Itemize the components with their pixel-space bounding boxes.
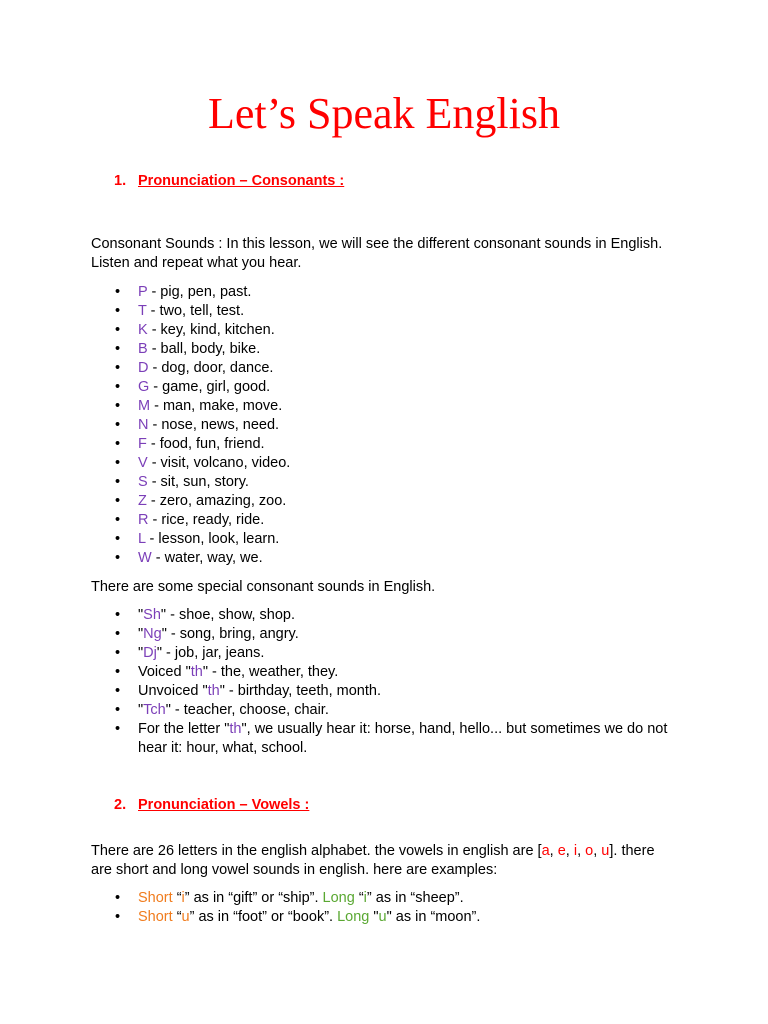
example-text: " as in “moon”. bbox=[386, 909, 481, 925]
consonant-letter: T bbox=[138, 303, 147, 319]
sound-prefix: Unvoiced " bbox=[138, 683, 208, 699]
sound-prefix: " bbox=[138, 626, 144, 642]
special-sound: Dj bbox=[143, 645, 157, 661]
section-title: Pronunciation – Vowels : bbox=[138, 797, 310, 813]
list-item bbox=[138, 701, 668, 720]
long-vowel-sound: u bbox=[378, 909, 387, 925]
vowel-letter: o bbox=[585, 843, 594, 859]
example-words: - rice, ready, ride. bbox=[148, 512, 265, 528]
vowels-intro-start: There are 26 letters in the english alphabet. the vowels in english are [ bbox=[91, 843, 542, 859]
sound-examples: " - teacher, choose, chair. bbox=[165, 702, 329, 718]
consonant-letter: S bbox=[138, 474, 148, 490]
list-item bbox=[138, 492, 678, 511]
list-item bbox=[138, 625, 668, 644]
consonants-intro: Consonant Sounds : In this lesson, we will see the different consonant sounds in English. Listen and repeat what you hear. bbox=[91, 236, 663, 271]
example-text: ” as in “foot” or “book”. bbox=[189, 909, 338, 925]
example-words: - nose, news, need. bbox=[148, 417, 280, 433]
list-item bbox=[138, 549, 678, 568]
example-words: - lesson, look, learn. bbox=[145, 531, 280, 547]
sound-prefix: Voiced " bbox=[138, 664, 191, 680]
list-item bbox=[138, 720, 668, 758]
consonant-letter: K bbox=[138, 322, 148, 338]
short-label: Short bbox=[138, 909, 173, 925]
example-words: - man, make, move. bbox=[150, 398, 283, 414]
list-item bbox=[138, 511, 678, 530]
example-words: - key, kind, kitchen. bbox=[147, 322, 275, 338]
short-vowel-sound: i bbox=[181, 890, 185, 906]
example-words: - dog, door, dance. bbox=[148, 360, 274, 376]
list-item bbox=[138, 663, 668, 682]
quote-open: " bbox=[369, 909, 379, 925]
quote-open: “ bbox=[172, 909, 182, 925]
list-item bbox=[138, 378, 678, 397]
list-item bbox=[138, 397, 678, 416]
vowel-letter: a bbox=[541, 843, 550, 859]
sound-prefix: " bbox=[138, 607, 144, 623]
list-item bbox=[138, 359, 678, 378]
sound-examples: " - song, bring, angry. bbox=[161, 626, 299, 642]
sound-examples: " - job, jar, jeans. bbox=[156, 645, 265, 661]
list-item bbox=[138, 340, 678, 359]
list-item bbox=[138, 473, 678, 492]
special-sound: Ng bbox=[143, 626, 162, 642]
consonant-letter: B bbox=[138, 341, 148, 357]
list-item bbox=[138, 682, 668, 701]
special-sound: th bbox=[207, 683, 220, 699]
quote-open: “ bbox=[354, 890, 364, 906]
section-heading-vowels bbox=[114, 795, 309, 815]
list-item bbox=[138, 283, 678, 302]
list-item bbox=[138, 302, 678, 321]
example-words: - game, girl, good. bbox=[149, 379, 271, 395]
consonant-letter: F bbox=[138, 436, 147, 452]
section-number: 2. bbox=[114, 797, 127, 813]
consonant-list bbox=[138, 283, 678, 568]
consonant-letter: L bbox=[138, 531, 146, 547]
list-item bbox=[138, 530, 678, 549]
sound-examples: " - birthday, teeth, month. bbox=[219, 683, 381, 699]
page-title: Let’s Speak English bbox=[208, 89, 560, 138]
consonant-letter: V bbox=[138, 455, 148, 471]
example-words: - pig, pen, past. bbox=[147, 284, 252, 300]
vowel-example-list bbox=[138, 889, 678, 927]
list-item bbox=[138, 908, 678, 927]
example-words: - visit, volcano, video. bbox=[147, 455, 291, 471]
special-sound: th bbox=[190, 664, 203, 680]
long-label: Long bbox=[337, 909, 370, 925]
list-item bbox=[138, 644, 668, 663]
consonant-letter: R bbox=[138, 512, 149, 528]
example-words: - sit, sun, story. bbox=[147, 474, 249, 490]
sound-examples: ", we usually hear it: horse, hand, hello... but sometimes we do not hear it: hour, what, school. bbox=[138, 721, 668, 756]
example-words: - ball, body, bike. bbox=[147, 341, 261, 357]
section-title: Pronunciation – Consonants : bbox=[138, 173, 345, 189]
example-text: ” as in “gift” or “ship”. bbox=[184, 890, 323, 906]
consonant-letter: Z bbox=[138, 493, 147, 509]
sound-prefix: " bbox=[138, 645, 144, 661]
short-label: Short bbox=[138, 890, 173, 906]
consonant-letter: D bbox=[138, 360, 149, 376]
short-vowel-sound: u bbox=[181, 909, 190, 925]
list-item bbox=[138, 321, 678, 340]
special-consonants-intro: There are some special consonant sounds in English. bbox=[91, 579, 436, 595]
sound-prefix: For the letter " bbox=[138, 721, 230, 737]
list-item bbox=[138, 454, 678, 473]
consonant-letter: W bbox=[138, 550, 152, 566]
example-words: - two, tell, test. bbox=[146, 303, 245, 319]
vowels-intro: There are 26 letters in the english alphabet. the vowels in english are [a, e, i, o, u]. there are short and long vowel sounds in english. here are examples: bbox=[91, 843, 655, 878]
example-text: ” as in “sheep”. bbox=[366, 890, 464, 906]
consonant-letter: P bbox=[138, 284, 148, 300]
example-words: - water, way, we. bbox=[151, 550, 263, 566]
example-words: - zero, amazing, zoo. bbox=[146, 493, 287, 509]
list-item bbox=[138, 606, 668, 625]
quote-open: “ bbox=[172, 890, 182, 906]
consonant-letter: N bbox=[138, 417, 149, 433]
section-heading-consonants bbox=[114, 171, 344, 191]
long-vowel-sound: i bbox=[363, 890, 367, 906]
special-sound: th bbox=[229, 721, 242, 737]
consonant-letter: G bbox=[138, 379, 150, 395]
sound-examples: " - shoe, show, shop. bbox=[160, 607, 296, 623]
sound-prefix: " bbox=[138, 702, 144, 718]
vowels-intro-end: ]. there are short and long vowel sounds in english. here are examples: bbox=[91, 843, 655, 878]
example-words: - food, fun, friend. bbox=[146, 436, 265, 452]
section-number: 1. bbox=[114, 173, 127, 189]
special-consonant-list bbox=[138, 606, 668, 758]
vowel-letter: i bbox=[573, 843, 578, 859]
consonant-letter: M bbox=[138, 398, 151, 414]
sound-examples: " - the, weather, they. bbox=[202, 664, 339, 680]
list-item bbox=[138, 416, 678, 435]
special-sound: Sh bbox=[143, 607, 161, 623]
list-item bbox=[138, 889, 678, 908]
long-label: Long bbox=[322, 890, 355, 906]
list-item bbox=[138, 435, 678, 454]
vowel-letter: u bbox=[601, 843, 610, 859]
special-sound: Tch bbox=[143, 702, 166, 718]
vowel-letter: e bbox=[557, 843, 566, 859]
